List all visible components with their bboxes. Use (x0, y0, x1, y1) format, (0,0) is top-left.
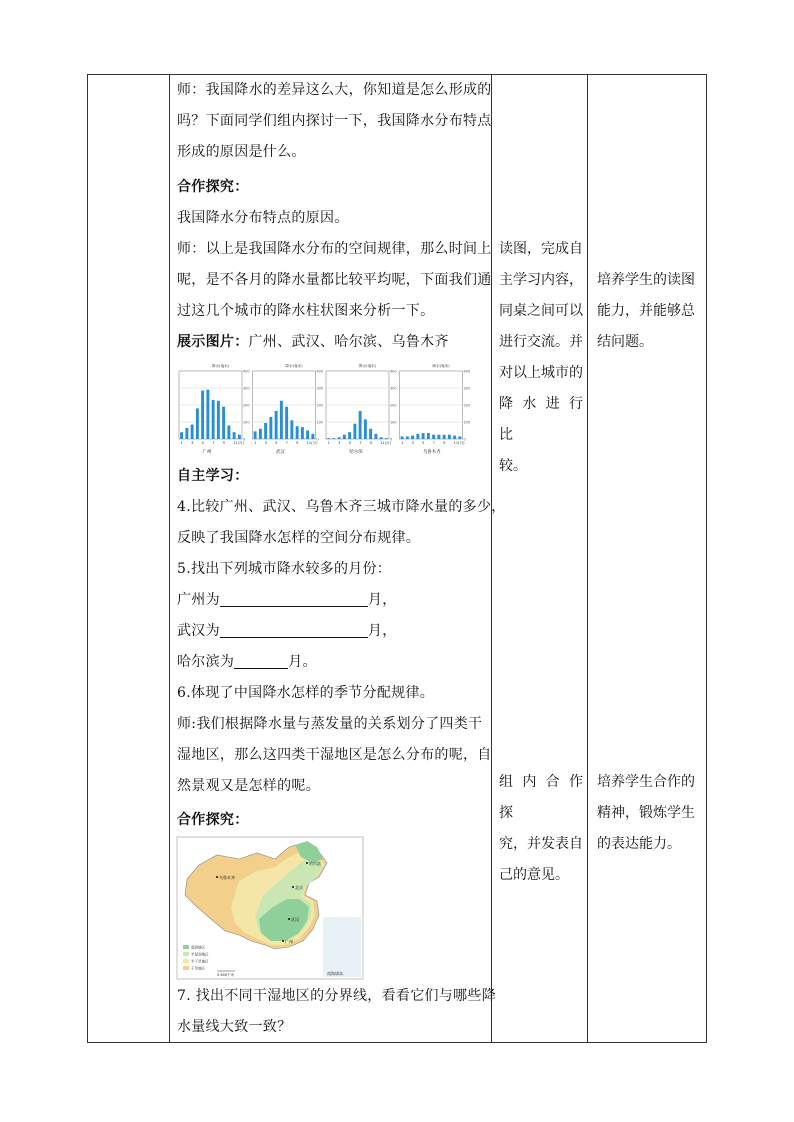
blank-suffix: 月， (367, 592, 397, 608)
section-heading-cooperative: 合作探究： (177, 179, 249, 195)
x-tick-label: 1 (327, 441, 330, 445)
text-line: 7. 找出不同干湿地区的分界线，看看它们与哪些降 (177, 988, 497, 1004)
map-label: 南海诸岛 (327, 971, 343, 976)
text-line: 过这几个城市的降水柱状图来分析一下。 (177, 303, 435, 319)
topic-line: 我国降水分布特点的原因。 (177, 210, 349, 226)
bar-广州-1 (180, 432, 183, 439)
bar-乌鲁木齐-3 (411, 436, 414, 439)
question-7 (177, 981, 496, 1043)
text-line: 形成的原因是什么。 (177, 144, 306, 160)
bar-哈尔滨-9 (369, 429, 372, 439)
text-line: 结问题。 (597, 334, 653, 350)
china-dry-wet-regions-map (177, 837, 363, 979)
y-tick-label: 100 (243, 420, 250, 425)
x-tick-label: 1 (401, 441, 404, 445)
x-tick-label: 1 (254, 441, 257, 445)
precipitation-bar-charts (177, 359, 470, 461)
text-line: 师：我国降水的差异这么大，你知道是怎么形成的 (177, 82, 492, 98)
bar-武汉-1 (254, 431, 257, 439)
text-line: 师:我们根据降水量与蒸发量的关系划分了四类干 (177, 716, 483, 732)
y-tick-label: 100 (463, 420, 470, 425)
bar-乌鲁木齐-1 (401, 436, 404, 439)
text-line: 吗？下面同学们组内探讨一下，我国降水分布特点 (177, 113, 492, 129)
design-intent-b (597, 767, 701, 860)
text-line: 读图，完成自 (499, 241, 583, 257)
bar-哈尔滨-8 (364, 419, 367, 439)
bar-武汉-4 (269, 417, 272, 439)
bar-广州-12 (238, 435, 241, 439)
text-line: 呢，是不各月的降水量都比较平均呢，下面我们通 (177, 272, 492, 288)
teacher-intro-paragraph (177, 234, 492, 327)
x-tick-label: 1 (180, 441, 183, 445)
x-tick-label: 5 (275, 441, 278, 445)
bar-乌鲁木齐-12 (458, 436, 461, 439)
bar-哈尔滨-4 (343, 435, 346, 439)
bar-广州-6 (206, 390, 209, 439)
map-label: 乌鲁木齐 (219, 875, 235, 880)
y-axis-label: 降水(毫米) (359, 364, 377, 368)
x-tick-label: 7 (285, 441, 288, 445)
student-activity-b (499, 767, 583, 891)
text-line: 反映了我国降水怎样的空间分布规律。 (177, 530, 421, 546)
bar-广州-5 (201, 391, 204, 439)
y-tick-label: 0 (316, 437, 319, 442)
bar-乌鲁木齐-5 (422, 433, 425, 439)
bar-武汉-10 (301, 427, 304, 439)
fill-blank-guangzhou (177, 585, 397, 616)
legend-label: 干旱地区 (191, 966, 205, 971)
show-pictures-label: 展示图片： (177, 334, 249, 350)
bar-乌鲁木齐-6 (427, 433, 430, 439)
y-axis-label: 降水(毫米) (285, 364, 303, 368)
x-tick-label: 3 (411, 441, 414, 445)
y-tick-label: 300 (463, 386, 470, 391)
y-tick-label: 0 (243, 437, 246, 442)
blank-label: 武汉为 (177, 623, 220, 639)
x-tick-label: 9 (222, 441, 225, 445)
bar-武汉-11 (306, 431, 309, 440)
lesson-table (87, 74, 707, 1043)
bar-哈尔滨-1 (327, 438, 330, 439)
bar-广州-10 (227, 425, 230, 439)
text-line: 的表达能力。 (597, 836, 681, 852)
x-tick-label: 11(月) (233, 441, 245, 445)
map-label: 哈尔滨 (309, 861, 321, 866)
column-divider (491, 75, 492, 1042)
map-scale: 0 600千米 (217, 973, 235, 977)
legend-label: 半干旱地区 (191, 959, 209, 964)
text-line: 然景观又是怎样的呢。 (177, 778, 320, 794)
bar-乌鲁木齐-11 (453, 436, 456, 439)
x-tick-label: 9 (369, 441, 372, 445)
column-divider (587, 75, 588, 1042)
blank-label: 广州为 (177, 592, 220, 608)
bar-武汉-5 (275, 411, 278, 439)
x-tick-label: 3 (338, 441, 341, 445)
y-tick-label: 100 (390, 420, 397, 425)
bar-乌鲁木齐-7 (432, 435, 435, 439)
x-tick-label: 9 (296, 441, 299, 445)
text-line: 精神，锻炼学生 (597, 805, 695, 821)
legend-label: 半湿润地区 (191, 952, 209, 957)
bar-武汉-8 (290, 420, 293, 439)
text-line: 较。 (499, 458, 527, 474)
bar-武汉-9 (296, 426, 299, 439)
column-divider (169, 75, 170, 1042)
text-line: 同桌之间可以 (499, 303, 583, 319)
bar-乌鲁木齐-8 (437, 435, 440, 439)
bar-武汉-7 (285, 407, 288, 439)
bar-哈尔滨-10 (374, 434, 377, 439)
x-tick-label: 7 (432, 441, 435, 445)
x-tick-label: 3 (191, 441, 194, 445)
x-tick-label: 7 (212, 441, 215, 445)
bar-广州-8 (217, 401, 220, 439)
cities-list: 广州、武汉、哈尔滨、乌鲁木齐 (248, 334, 449, 350)
text-line: 己的意见。 (499, 867, 569, 883)
bar-哈尔滨-5 (348, 432, 351, 439)
section-heading-self-study: 自主学习： (177, 468, 249, 484)
text-line: 主学习内容， (499, 272, 583, 288)
bar-武汉-3 (264, 423, 267, 439)
legend-label: 湿润地区 (191, 945, 205, 950)
text-line: 培养学生合作的 (597, 774, 695, 790)
y-tick-label: 200 (243, 403, 250, 408)
bar-武汉-6 (280, 401, 283, 439)
x-tick-label: 5 (422, 441, 425, 445)
show-pictures-line (177, 327, 449, 358)
fill-blank-harbin (177, 647, 317, 678)
y-tick-label: 100 (316, 420, 323, 425)
teacher-dry-wet-paragraph (177, 709, 492, 802)
y-axis-label: 降水(毫米) (212, 364, 230, 368)
y-tick-label: 200 (390, 403, 397, 408)
y-tick-label: 200 (463, 403, 470, 408)
bar-广州-7 (212, 400, 215, 439)
text-line: 对以上城市的 (499, 365, 583, 381)
map-label: 武汉 (291, 917, 299, 922)
blank-suffix: 月， (367, 623, 397, 639)
y-tick-label: 400 (316, 369, 323, 374)
text-line: 究，并发表自 (499, 836, 583, 852)
chart-city-label: 广州 (202, 450, 212, 455)
bar-哈尔滨-3 (338, 437, 341, 439)
map-label: 广州 (285, 939, 293, 944)
chart-city-label: 武汉 (276, 450, 285, 455)
y-tick-label: 200 (316, 403, 323, 408)
bar-武汉-12 (311, 434, 314, 439)
y-tick-label: 0 (463, 437, 466, 442)
design-intent-a (597, 265, 701, 358)
y-tick-label: 300 (390, 386, 397, 391)
x-tick-label: 7 (359, 441, 362, 445)
blank-suffix: 月。 (288, 654, 317, 670)
answer-blank[interactable] (234, 650, 288, 669)
y-axis-label: 降水(毫米) (432, 364, 450, 368)
text-line: 湿地区，那么这四类干湿地区是怎么分布的呢，自 (177, 747, 492, 763)
bar-广州-2 (185, 428, 188, 439)
y-tick-label: 300 (316, 386, 323, 391)
bar-广州-4 (196, 408, 199, 439)
y-tick-label: 400 (243, 369, 250, 374)
bar-乌鲁木齐-9 (443, 435, 446, 439)
text-line: 进行交流。并 (499, 334, 583, 350)
text-line: 能力，并能够总 (597, 303, 695, 319)
y-tick-label: 300 (243, 386, 250, 391)
student-activity-a (499, 234, 583, 482)
bar-乌鲁木齐-2 (406, 436, 409, 439)
question-5: 5.找出下列城市降水较多的月份： (177, 561, 392, 577)
bar-哈尔滨-2 (332, 438, 335, 439)
chart-city-label: 乌鲁木齐 (423, 450, 441, 455)
text-line: 水量线大致一致？ (177, 1019, 292, 1035)
bar-武汉-2 (259, 429, 262, 439)
question-6: 6.体现了中国降水怎样的季节分配规律。 (177, 685, 435, 701)
x-tick-label: 5 (348, 441, 351, 445)
text-line: 师：以上是我国降水分布的空间规律，那么时间上 (177, 241, 492, 257)
y-tick-label: 400 (463, 369, 470, 374)
map-label: 北京 (295, 885, 303, 890)
text-line: 培养学生的读图 (597, 272, 695, 288)
bar-广州-9 (222, 407, 225, 439)
question-4 (177, 492, 506, 554)
x-tick-label: 5 (201, 441, 204, 445)
y-tick-label: 0 (390, 437, 393, 442)
bar-乌鲁木齐-4 (416, 434, 419, 439)
x-tick-label: 11(月) (306, 441, 318, 445)
bar-哈尔滨-6 (353, 424, 356, 439)
answer-blank[interactable] (220, 588, 368, 607)
section-heading-cooperative-2: 合作探究： (177, 812, 249, 828)
text-line: 4.比较广州、武汉、乌鲁木齐三城市降水量的多少， (177, 499, 506, 515)
fill-blank-wuhan (177, 616, 397, 647)
answer-blank[interactable] (220, 619, 368, 638)
x-tick-label: 11(月) (380, 441, 392, 445)
blank-label: 哈尔滨为 (177, 654, 235, 670)
text-line: 组 内 合 作 探 (499, 774, 583, 821)
bar-哈尔滨-7 (359, 411, 362, 439)
x-tick-label: 9 (443, 441, 446, 445)
teacher-question-paragraph (177, 75, 492, 168)
bar-乌鲁木齐-10 (448, 435, 451, 439)
bar-广州-11 (233, 432, 236, 439)
x-tick-label: 11(月) (453, 441, 465, 445)
bar-哈尔滨-11 (380, 437, 383, 439)
bar-广州-3 (191, 425, 194, 439)
y-tick-label: 400 (390, 369, 397, 374)
bar-哈尔滨-12 (385, 438, 388, 439)
chart-city-label: 哈尔滨 (349, 450, 363, 455)
text-line: 降 水 进 行 比 (499, 396, 583, 443)
x-tick-label: 3 (264, 441, 267, 445)
